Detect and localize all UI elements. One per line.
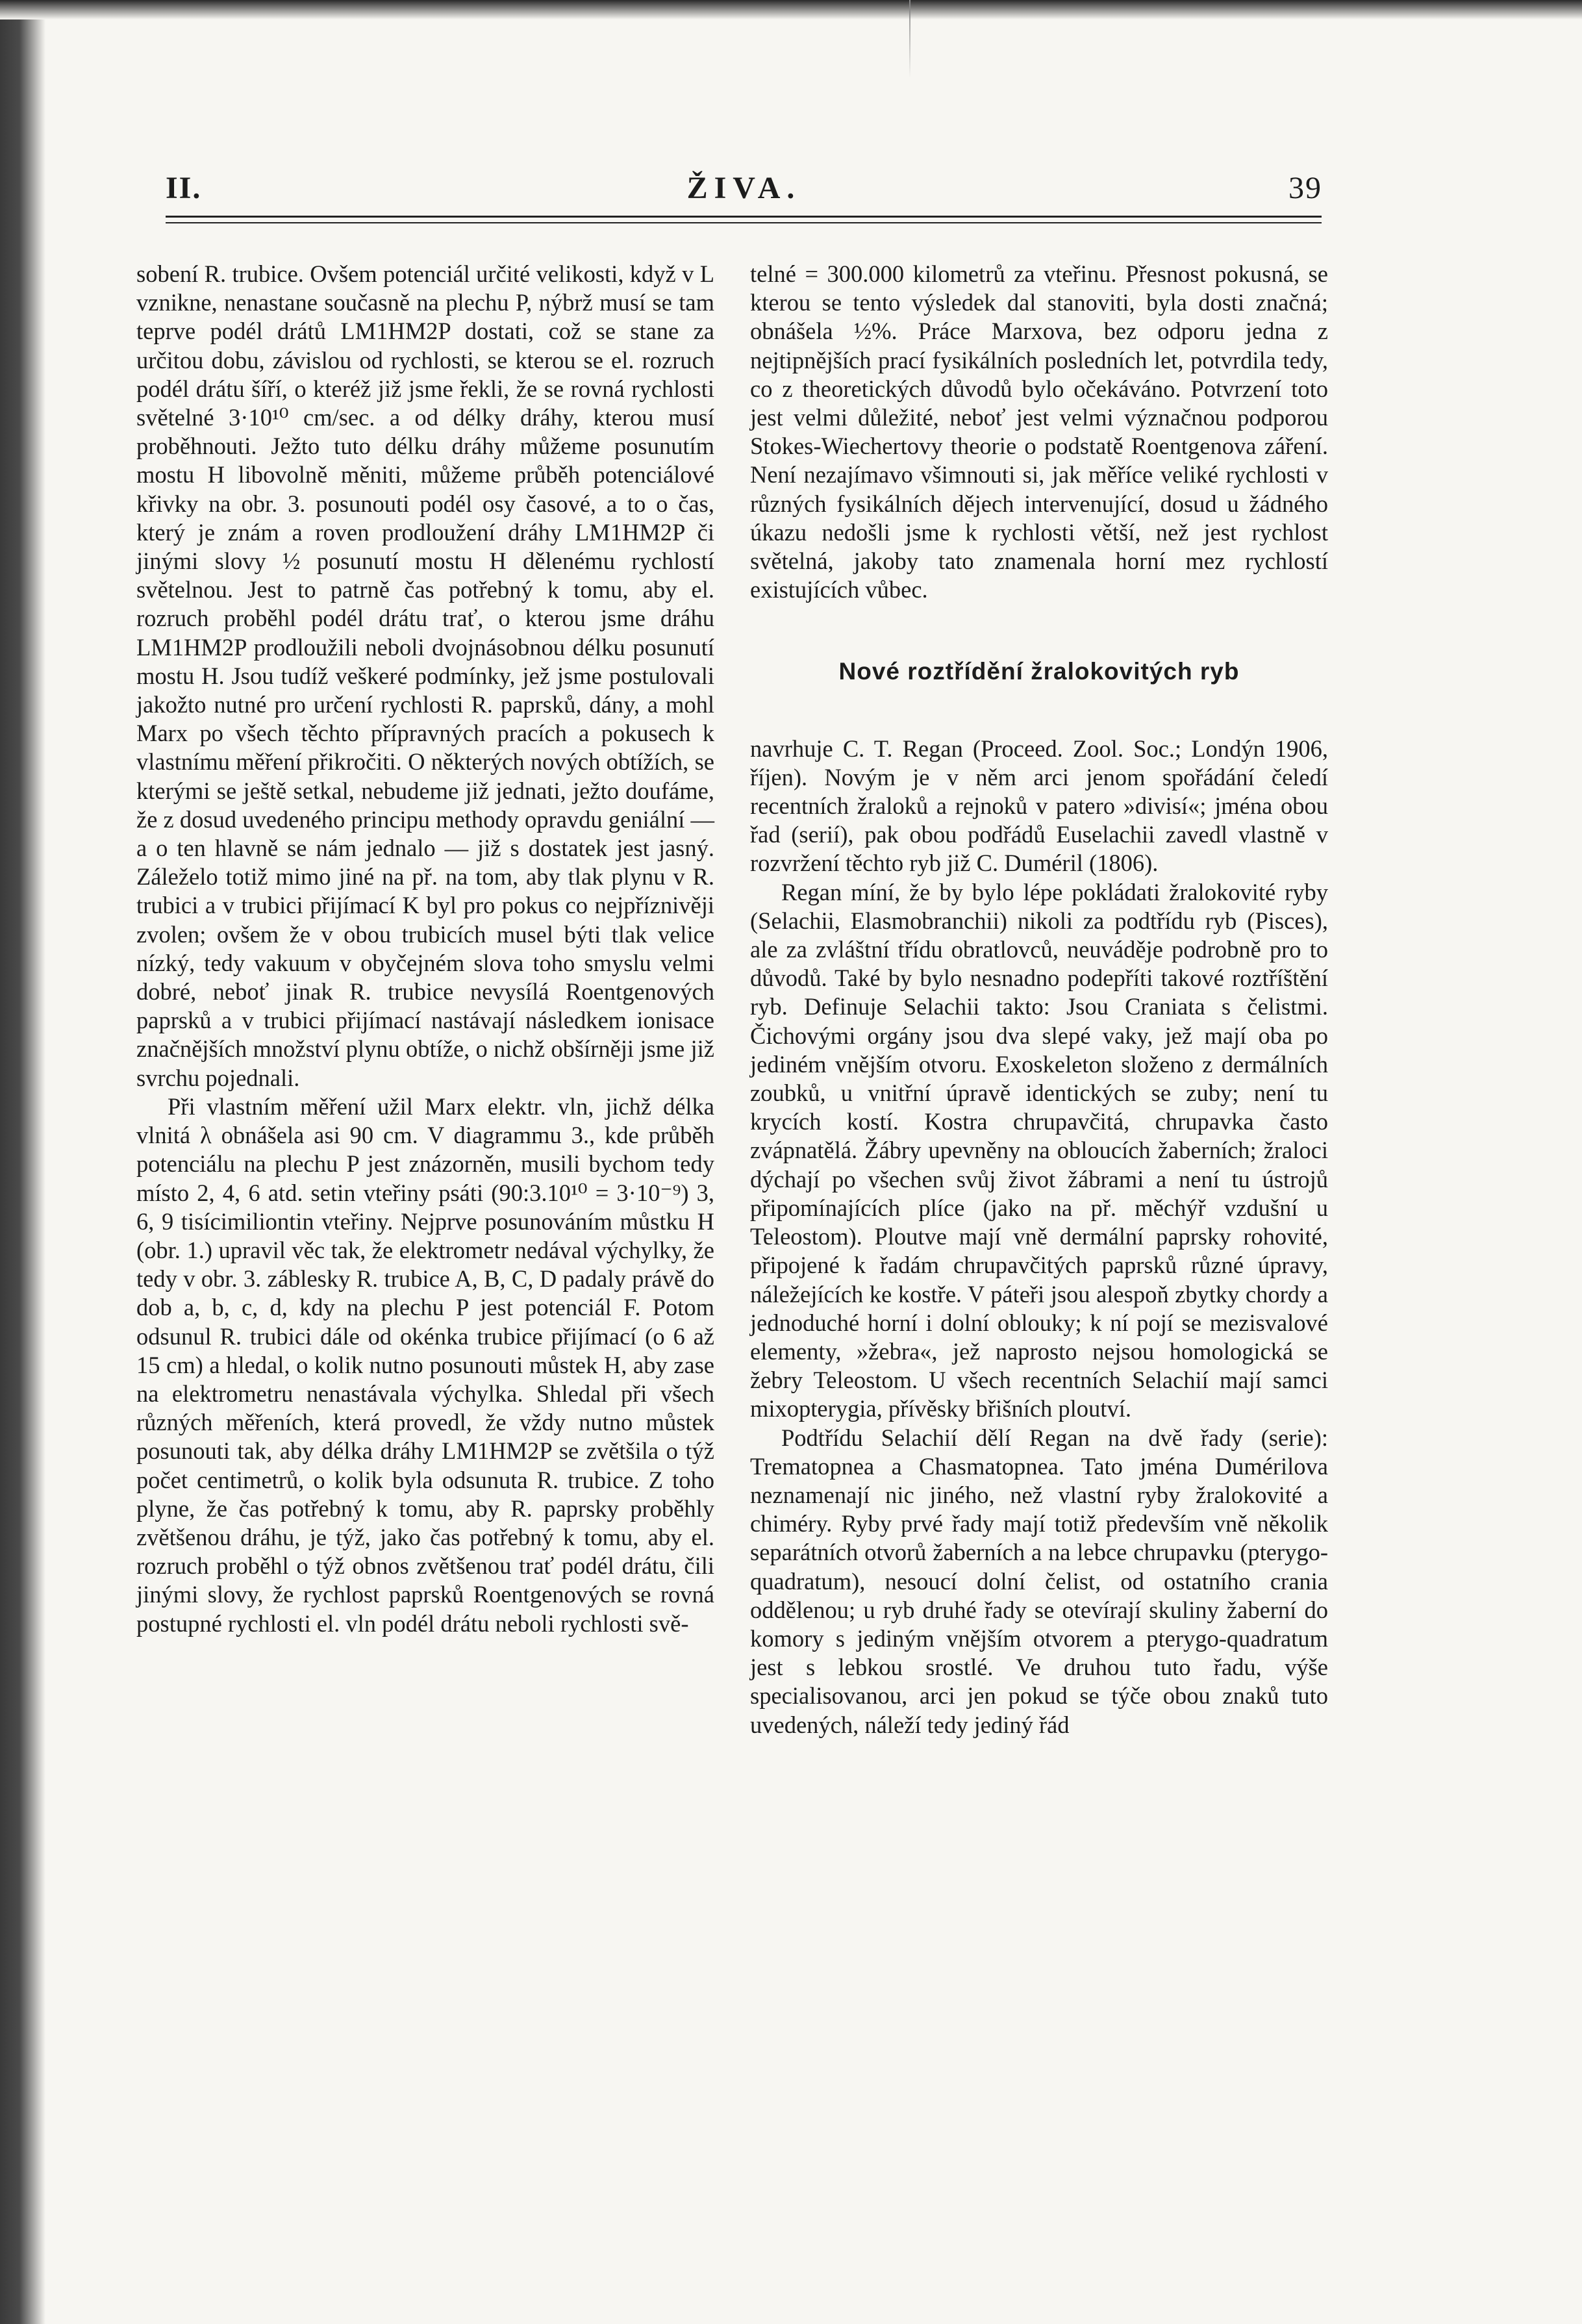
header-rule-thin <box>166 222 1322 223</box>
paragraph: sobení R. trubice. Ovšem potenciál určité velikosti, když v L vznikne, nenastane současně na plechu P, nýbrž musí se tam teprve podél drátů LM1HM2P dostati, což se stane za určitou dobu, závislou od rychlosti, se kterou se el. rozruch podél drátu šíří, o kteréž již jsme řekli, že se rovná rychlosti světelné 3·10¹⁰ cm/sec. a od délky dráhy, kterou musí proběhnouti. Ježto tuto délku dráhy můžeme posunutím mostu H libovolně měniti, můžeme průběh potenciálové křivky na obr. 3. posunouti podél osy časové, a to o čas, který je znám a roven prodloužení dráhy LM1HM2P či jinými slovy ½ posunutí mostu H dělenému rychlostí světelnou. Jest to patrně čas potřebný k tomu, aby el. rozruch proběhl podél drátu trať, o kterou jsme dráhu LM1HM2P prodloužili neboli dvojnásobnou délku posunutí mostu H. Jsou tudíž veškeré podmínky, jež jsme postulovali jakožto nutné pro určení rychlosti R. paprsků, dány, a mohl Marx po všech těchto přípravných pracích a pokusech k vlastnímu měření přikročiti. O některých nových obtížích, se kterými se ještě setkal, nebudeme již jednati, ježto doufáme, že z dosud uvedeného principu methody opravdu geniální — a o ten hlavně se nám jednalo — již s dostatek jest jasný. Záleželo totiž mimo jiné na př. na tom, aby tlak plynu v R. trubici a v trubici přijímací K byl pro pokus co nejpříznivěji zvolen; ovšem že v obou trubicích musel býti tlak velice nízký, tedy vakuum v obyčejném slova toho smyslu velmi dobré, neboť jinak R. trubice nevysílá Roentgenových paprsků a v trubici přijímací nastávají následkem ionisace značnějších množství plynu obtíže, o nichž obšírněji jsme již svrchu pojednali. <box>136 260 714 1091</box>
section-heading: Nové roztřídění žralokovitých ryb <box>838 658 1240 685</box>
header-rule <box>166 216 1322 218</box>
scan-shadow-top <box>0 0 1582 19</box>
paragraph: Regan míní, že by bylo lépe pokládati žralokovité ryby (Selachii, Elasmobranchii) nikoli za podtřídu ryb (Pisces), ale za zvláštní třídu obratlovců, neuváděje podrobně pro to důvodů. Také by bylo nesnadno podepříti takové roztříštění ryb. Definuje Selachii takto: Jsou Craniata s čelistmi. Čichovými orgány jsou dva slepé vaky, jež mají oba po jediném vnějším otvoru. Exoskeleton složeno z dermálních zoubků, u vnitřní úpravě identických se zuby; není tu krycích kostí. Kostra chrupavčitá, chrupavka často zvápnatělá. Žábry upevněny na obloucích žaberních; žraloci dýchají po všechen svůj život žábrami a není tu ústrojů připomínajících plíce (jako na př. měchýř vzdušní u Teleostom). Ploutve mají vně dermální paprsky rohovité, připojené k řadám chrupavčitých paprsků různé úpravy, náležejících ke kostře. V páteři jsou alespoň zbytky chordy a jednoduché horní i dolní oblouky; k ní pojí se mezisvalové elementy, »žebra«, jež naprosto nejsou homologická se žebry Teleostom. U všech recentních Selachií mají samci mixopterygia, přívěsky břišních ploutví. <box>750 878 1328 1422</box>
right-column <box>750 260 1328 1739</box>
paragraph: Při vlastním měření užil Marx elektr. vln, jichž délka vlnitá λ obnášela asi 90 cm. V diagrammu 3., kde průběh potenciálu na plechu P jest znázorněn, musili bychom tedy místo 2, 4, 6 atd. setin vteřiny psáti (90:3.10¹⁰ = 3·10⁻⁹) 3, 6, 9 tisícimiliontin vteřiny. Nejprve posunováním můstku H (obr. 1.) upravil věc tak, že elektrometr nedával výchylky, že tedy v obr. 3. záblesky R. trubice A, B, C, D padaly právě do dob a, b, c, d, kdy na plechu P jest potenciál F. Potom odsunul R. trubici dále od okénka trubice přijímací (o 6 až 15 cm) a hledal, o kolik nutno posunouti můstek H, aby zase na elektrometru nenastávala výchylka. Shledal při všech různých měřeních, která provedl, že vždy nutno můstek posunouti tak, aby délka dráhy LM1HM2P se zvětšila o týž počet centimetrů, o kolik byla odsunuta R. trubice. Z toho plyne, že čas potřebný k tomu, aby R. paprsky proběhly zvětšenou dráhu, je týž, jako čas potřebný k tomu, aby el. rozruch proběhl o týž obnos zvětšenou trať podél drátu, čili jinými slovy, že rychlost paprsků Roentgenových se rovná postupné rychlosti el. vln podél drátu neboli rychlosti svě- <box>136 1093 714 1637</box>
running-header <box>166 170 1322 209</box>
left-column <box>136 260 714 1638</box>
paragraph: telné = 300.000 kilometrů za vteřinu. Přesnost pokusná, se kterou se tento výsledek dal stanoviti, byla dosti značná; obnášela ½%. Práce Marxova, bez odporu jedna z nejtipnějších prací fysikálních posledních let, potvrdila tedy, co z theoretických důvodů bylo očekáváno. Potvrzení toto jest velmi důležité, neboť jest velmi význačnou podporou Stokes-Wiechertovy theorie o podstatě Roentgenova záření. Není nezajímavo všimnouti si, jak měříce veliké rychlosti v různých fysikálních dějech intervenující, dosud u žádného úkazu nedošli jsme k rychlosti větší, než jest rychlost světelná, jakoby tato znamenala horní mez rychlostí existujících vůbec. <box>750 260 1328 603</box>
paragraph: navrhuje C. T. Regan (Proceed. Zool. Soc.; Londýn 1906, říjen). Novým je v něm arci jenom spořádání čeledí recentních žraloků a rejnoků v patero »divisí«; jména obou řad (serií), pak obou podřádů Euselachii zavedl vlastně v rozvržení těchto ryb již C. Duméril (1806). <box>750 735 1328 877</box>
journal-title: ŽIVA. <box>686 171 801 205</box>
scan-fold-mark <box>909 0 910 78</box>
page-number: 39 <box>1288 171 1322 205</box>
paragraph: Podtřídu Selachií dělí Regan na dvě řady (serie): Trematopnea a Chasmatopnea. Tato jména Dumérilova neznamenají nic jiného, než vlastní ryby žralokovité a chiméry. Ryby prvé řady mají totiž především vně několik separátních otvorů žaberních a na lebce chrupavku (pterygo-quadratum), nesoucí dolní čelist, od ostatního crania oddělenou; u ryb druhé řady se otevírají skuliny žaberní do komory s jediným vnějším otvorem a pterygo-quadratum jest s lebkou srostlé. Ve druhou tuto řadu, výše specialisovanou, arci jen pokud se týče obou znaků tuto uvedených, náleží tedy jediný řád <box>750 1424 1328 1738</box>
scan-shadow-left <box>0 0 45 2324</box>
volume-number: II. <box>166 171 202 205</box>
